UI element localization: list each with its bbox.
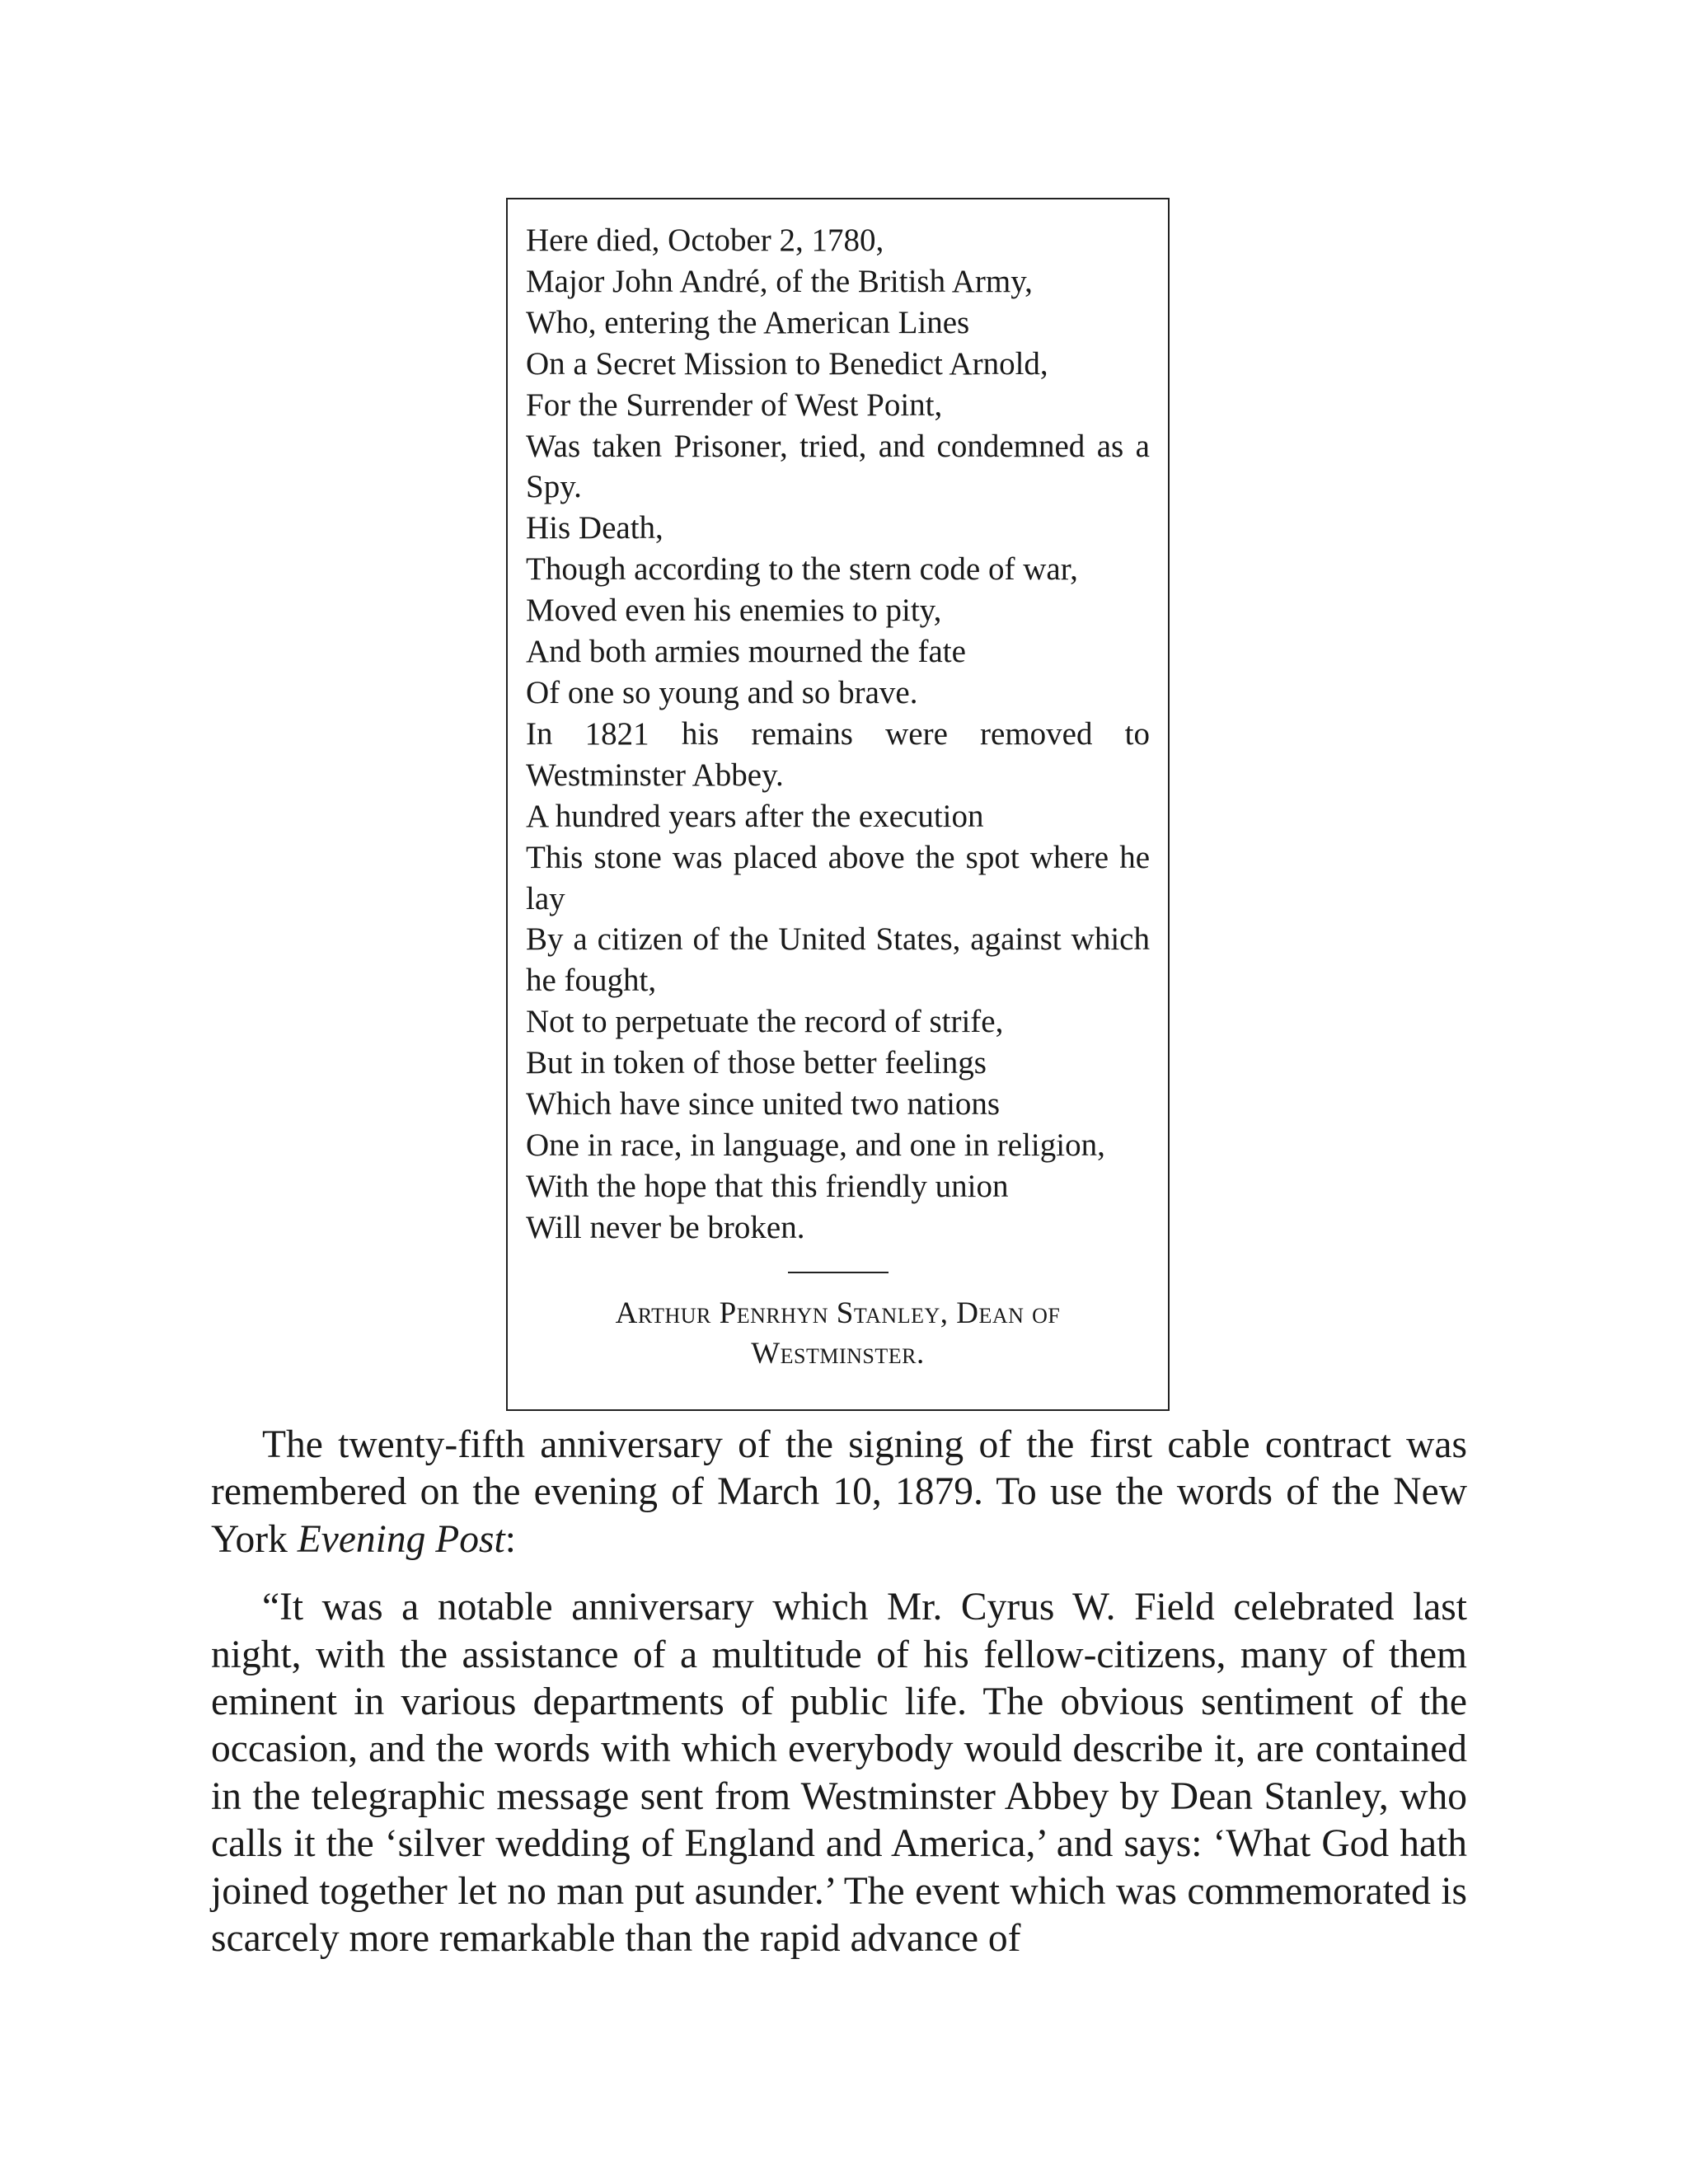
- inscription-line: Which have since united two nations: [526, 1086, 1001, 1122]
- inscription-line: Not to perpetuate the record of strife,: [526, 1004, 1004, 1040]
- section-divider: [788, 1272, 889, 1273]
- signature: Arthur Penrhyn Stanley, Dean of Westminster.: [615, 1296, 1061, 1371]
- publication-title: Evening Post: [297, 1517, 505, 1561]
- inscription-line: But in token of those better feelings: [526, 1045, 987, 1081]
- inscription-text: [526, 220, 1150, 1249]
- inscription-line: His Death,: [526, 510, 663, 546]
- inscription-line: On a Secret Mission to Benedict Arnold,: [526, 345, 1048, 382]
- inscription-line: Major John André, of the British Army,: [526, 263, 1033, 299]
- inscription-line: And both armies mourned the fate: [526, 634, 966, 670]
- inscription-line: By a citizen of the United States, against which he fought,: [526, 921, 1150, 999]
- inscription-line: One in race, in language, and one in religion,: [526, 1127, 1105, 1163]
- paragraph-text: :: [504, 1517, 516, 1561]
- inscription-line: Will never be broken.: [526, 1209, 805, 1245]
- inscription-line: Of one so young and so brave.: [526, 674, 918, 710]
- inscription-line: With the hope that this friendly union: [526, 1168, 1009, 1204]
- body-paragraph: “It was a notable anniversary which Mr. Cyrus W. Field celebrated last night, with the assistance of a multitude of his fellow-citizens, many of them eminent in various departments of public life. The obvious sentiment of the occasion, and the words with which everybody would describe it, are contained in the telegraphic message sent from Westminster Abbey by Dean Stanley, who calls it the ‘silver wedding of England and America,’ and says: ‘What God hath joined together let no man put asunder.’ The event which was commemorated is scarcely more remarkable than the rapid advance of: [211, 1586, 1467, 1961]
- inscription-line: A hundred years after the execution: [526, 798, 984, 834]
- body-text: [211, 1422, 1467, 1962]
- inscription-line: Though according to the stern code of war,: [526, 551, 1078, 588]
- inscription-line: Was taken Prisoner, tried, and condemned as a Spy.: [526, 428, 1150, 505]
- inscription-box: [506, 198, 1170, 1411]
- body-paragraph: [211, 1422, 1467, 1563]
- inscription-line: Who, entering the American Lines: [526, 304, 970, 340]
- inscription-line: In 1821 his remains were removed to Westminster Abbey.: [526, 715, 1150, 793]
- paragraph-text: The twenty-fifth anniversary of the signing of the first cable contract was remembered on the evening of March 10, 1879. To use the words of the New York: [211, 1423, 1467, 1561]
- inscription-line: For the Surrender of West Point,: [526, 387, 943, 423]
- inscription-line: Here died, October 2, 1780,: [526, 223, 884, 258]
- inscription-line: Moved even his enemies to pity,: [526, 593, 942, 629]
- inscription-line: This stone was placed above the spot where he lay: [526, 839, 1150, 916]
